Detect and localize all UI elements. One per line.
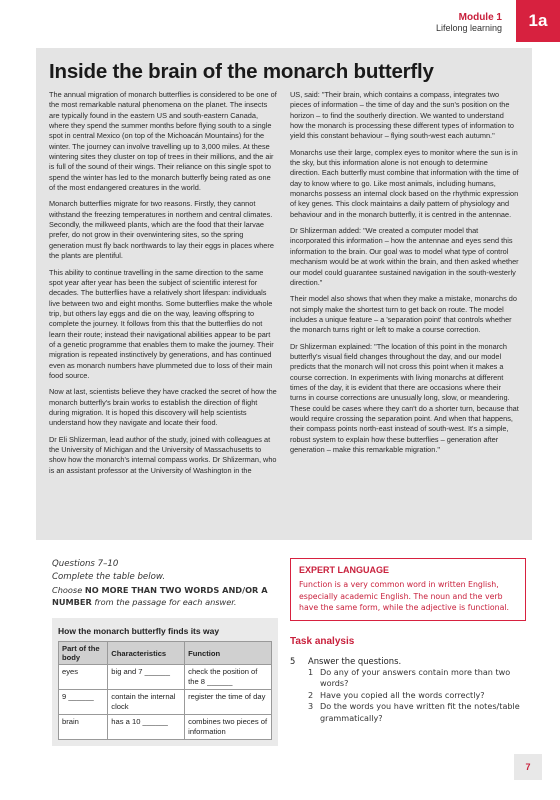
expert-language-box <box>290 558 526 621</box>
paragraph: This ability to continue travelling in the same direction to the same spot year after year has been the subject of scientific interest for decades. The butterflies have a relatively short lifespan: individuals live between two and eight months. Some butterflies make the whole trip, but others lay eggs and die on the way, leaving offspring to complete the journey. It follows from this that the butterflies do not learn their route; instead their navigational abilities appear to be part of a genetic programme that enables them to make the journey. Their migration is repeated instinctively by generations, and has continued even as monarch numbers have plummeted due to loss of their main food source. <box>49 267 274 380</box>
expert-title: EXPERT LANGUAGE <box>299 565 390 575</box>
item-number: 2 <box>308 689 314 700</box>
table-cell: contain the internal clock <box>108 690 185 715</box>
passage-title: Inside the brain of the monarch butterfly <box>49 60 434 83</box>
paragraph: Monarchs use their large, complex eyes to monitor where the sun is in the sky, but this information alone is not enough to determine direction. Each butterfly must combine that information with the time of day to know where to go. Like most animals, including humans, monarchs possess an internal clock based on the rhythmic expression of key genes. This clock maintains a daily pattern of physiology and behaviour and in the monarch butterfly, it is centred in the antennae. <box>290 147 519 219</box>
instruction-text: from the passage for each answer. <box>91 597 237 607</box>
table-row <box>59 665 272 690</box>
list-item <box>308 690 530 701</box>
table-cell: brain <box>59 715 108 740</box>
table-row <box>59 715 272 740</box>
paragraph: Now at last, scientists believe they have cracked the secret of how the monarch butterfly's brain works to establish the direction of flight during migration. It is hoped this discovery will help scientists understand how they navigate and locate their food. <box>49 387 277 428</box>
instruction-text: Choose <box>52 585 85 595</box>
reading-passage <box>36 48 532 540</box>
paragraph: Dr Eli Shlizerman, lead author of the study, joined with colleagues at the University of Michigan and the University of Massachusetts to show how the monarch's internal compass works. Dr Shlizerman, who is an assistant professor at the University of Washington in the <box>49 434 277 475</box>
list-item <box>308 701 530 724</box>
table-caption: How the monarch butterfly finds its way <box>58 626 220 636</box>
task-number: 5 <box>290 656 296 666</box>
table-row <box>59 690 272 715</box>
expert-body: Function is a very common word in written English, especially academic English. The noun and the verb have the same form, while the adjective is functional. <box>299 580 509 612</box>
table-cell: 9 ______ <box>59 690 108 715</box>
column-header: Part of the body <box>59 642 108 665</box>
module-header <box>436 12 502 33</box>
column-header: Characteristics <box>108 642 185 665</box>
task-list <box>308 667 530 724</box>
table-cell: check the position of the 8 ______ <box>185 665 272 690</box>
list-item <box>308 667 530 690</box>
item-number: 3 <box>308 701 314 712</box>
table-cell: eyes <box>59 665 108 690</box>
column-header: Function <box>185 642 272 665</box>
task-analysis <box>290 636 530 724</box>
right-column <box>290 90 519 482</box>
paragraph: US, said: "Their brain, which contains a compass, integrates two pieces of information – the time of day and the sun's position on the horizon – to find the southerly direction. We wanted to understand how the monarch is processing these different types of information to yield this constant behaviour – flying south-west each autumn." <box>290 90 514 141</box>
questions-line: Complete the table below. <box>52 572 166 582</box>
paragraph: Monarch butterflies migrate for two reasons. Firstly, they cannot withstand the freezing temperatures in northern and central climates. Secondly, the milkweed plants, which are the food that their larvae prefer, do not grow in their overwintering sites, so the spring generation must fly back northwards to lay their eggs in places where the plants are plentiful. <box>49 199 274 261</box>
questions-block <box>52 558 278 608</box>
paragraph: Dr Shlizerman added: "We created a computer model that incorporated this information – how the antennae and eyes send this information to the brain. Our goal was to model what type of control mechanism would be at work within the brain, and then asked whether our model could guarantee sustained navigation in the south-westerly direction." <box>290 226 519 287</box>
paragraph: The annual migration of monarch butterflies is considered to be one of the most remarkable natural phenomena on the planet. The insects are typically found in the eastern US and south-eastern Canada, where they spend the summer months before flying south to a single spot in central Mexico (on top of the Michoacán Mountains) for the winter. The journey can involve travelling up to 3,000 miles. At these wintering sites they cluster on top of trees in their millions, and the air is full of the sound of their wings. Their reliance on this single spot to spend the winter has led to the monarch butterfly being rated as one of the most endangered creatures in the world. <box>49 90 277 193</box>
instruction-emphasis: NO MORE THAN TWO WORDS AND/OR A NUMBER <box>52 585 268 607</box>
answer-table <box>58 641 272 740</box>
table-cell: has a 10 ______ <box>108 715 185 740</box>
task-title: Task analysis <box>290 636 355 647</box>
item-text: Have you copied all the words correctly? <box>320 689 485 700</box>
module-subtitle: Lifelong learning <box>435 23 502 33</box>
item-text: Do any of your answers contain more than two words? <box>320 667 511 689</box>
item-text: Do the words you have written fit the notes/table grammatically? <box>320 701 520 723</box>
table-cell: big and 7 ______ <box>108 665 185 690</box>
task-intro <box>290 655 530 667</box>
questions-heading: Questions 7–10 <box>52 559 119 569</box>
left-column <box>49 90 278 482</box>
task-intro-text: Answer the questions. <box>308 656 402 666</box>
unit-tab: 1a <box>516 0 560 42</box>
paragraph: Dr Shlizerman explained: "The location of this point in the monarch butterfly's visual field changes throughout the day, and our model predicts that the monarch will not cross this point when it makes a course correction. In experiments with living monarchs at different times of the day, it is evident that there are occasions where their turns in course corrections are unusually long, slow, or meandering. These could be cases where they can't do a shorter turn, because that would require crossing the separation point. And when that happens, their compass points north-east instead of south-west. It's a simple, robust system to explain how these butterflies – generation after generation – make this remarkable migration." <box>290 341 519 454</box>
table-cell: register the time of day <box>185 690 272 715</box>
item-number: 1 <box>308 667 314 677</box>
table-panel <box>52 618 278 746</box>
questions-instruction <box>52 584 278 608</box>
module-label: Module 1 <box>458 12 502 23</box>
table-cell: combines two pieces of information <box>185 715 272 740</box>
paragraph: Their model also shows that when they make a mistake, monarchs do not simply make the shortest turn to get back on route. The model includes a unique feature – a 'separation point' that controls whether the monarch turns right or left to make a course correction. <box>290 294 517 335</box>
page-number: 7 <box>514 754 542 780</box>
